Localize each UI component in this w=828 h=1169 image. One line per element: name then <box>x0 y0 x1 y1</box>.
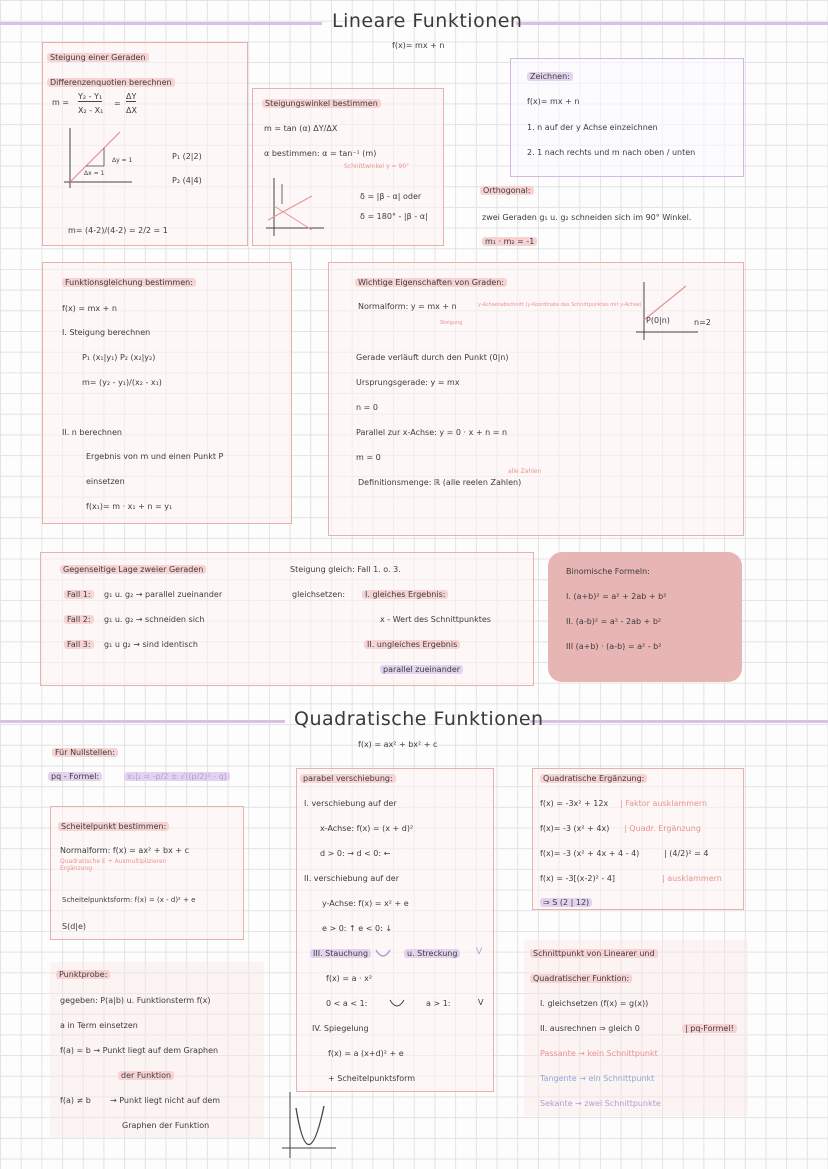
qe-line-4b: | ausklammern <box>662 874 722 883</box>
slope-point-2: P₂ (4|4) <box>172 176 202 185</box>
angle-graph <box>262 176 332 240</box>
parabola-line-9b: a > 1: <box>426 999 451 1008</box>
qe-line-4: f(x) = -3[(x-2)² - 4] <box>540 874 616 883</box>
mutual-case-1-text: g₁ u. g₂ → parallel zueinander <box>104 590 223 599</box>
func-line-3: P₁ (x₁|y₁) P₂ (x₂|y₂) <box>82 353 156 362</box>
ortho-line-2: m₁ · m₂ = -1 <box>482 237 537 246</box>
props-line-7: Definitionsmenge: ℝ (alle reelen Zahlen) <box>358 478 522 487</box>
mutual-right-1: Steigung gleich: Fall 1. o. 3. <box>290 565 401 574</box>
slope-calc: m= (4-2)/(4-2) = 2/2 = 1 <box>68 226 168 235</box>
mutual-right-3: x - Wert des Schnittpunktes <box>380 615 491 624</box>
slope-frac1-num: Y₂ - Y₁ <box>78 92 103 101</box>
ortho-heading: Orthogonal: <box>480 186 534 195</box>
quadratic-general-formula: f(x) = ax² + bx² + c <box>358 740 438 749</box>
mutual-right-2b: I. gleiches Ergebnis: <box>362 590 448 599</box>
props-line-5: Parallel zur x-Achse: y = 0 · x + n = n <box>356 428 508 437</box>
pointtest-line-7: Graphen der Funktion <box>122 1121 210 1130</box>
vertex-line-1: Normalform: f(x) = ax² + bx + c <box>60 846 190 855</box>
angle-delta-2: δ = 180° - |β - α| <box>360 212 428 221</box>
section-title-linear: Lineare Funktionen <box>332 10 523 32</box>
props-line-2: Gerade verläuft durch den Punkt (0|n) <box>356 353 509 362</box>
mutual-case-3: Fall 3: <box>64 640 94 649</box>
parabola-sketch <box>278 1090 338 1160</box>
parabola-line-3: d > 0: → d < 0: ← <box>320 849 391 858</box>
parabola-line-6: e > 0: ↑ e < 0: ↓ <box>322 924 393 933</box>
func-line-7: einsetzen <box>86 477 125 486</box>
props-graph <box>634 280 704 342</box>
mutual-right-5: parallel zueinander <box>380 665 463 674</box>
binom-heading: Binomische Formeln: <box>566 567 650 576</box>
qe-line-3b: | (4/2)² = 4 <box>664 849 709 858</box>
zeros-pq-formula: x₁|₂ = -p/2 ± √((p/2)² - q) <box>124 772 230 781</box>
pointtest-line-6: → Punkt liegt nicht auf dem <box>110 1096 221 1105</box>
ortho-line-1: zwei Geraden g₁ u. g₂ schneiden sich im 90° Winkel. <box>482 213 692 222</box>
zeros-pq-label: pq - Formel: <box>48 772 102 781</box>
props-line-3: Ursprungsgerade: y = mx <box>356 378 460 387</box>
parabola-line-1: I. verschiebung auf der <box>304 799 397 808</box>
parabola-line-7b: u. Streckung <box>404 949 460 958</box>
props-heading: Wichtige Eigenschaften von Graden: <box>355 278 507 287</box>
section-title-quadratic: Quadratische Funktionen <box>294 708 544 730</box>
mutual-case-2-text: g₁ u. g₂ → schneiden sich <box>104 615 205 624</box>
qe-line-2b: | Quadr. Ergänzung <box>624 824 701 833</box>
title-rule-left <box>0 22 322 25</box>
qe-line-5: ⇒ S (2 | 12) <box>540 898 592 907</box>
props-line-4: n = 0 <box>356 403 378 412</box>
parabola-line-12: + Scheitelpunktsform <box>328 1074 416 1083</box>
pointtest-line-3: f(a) = b → Punkt liegt auf dem Graphen <box>60 1046 219 1055</box>
func-line-2: I. Steigung berechnen <box>62 328 151 337</box>
qe-heading: Quadratische Ergänzung: <box>540 774 647 783</box>
func-line-4: m= (y₂ - y₁)/(x₂ - x₁) <box>82 378 162 387</box>
pointtest-line-4: der Funktion <box>118 1071 174 1080</box>
slope-eq: = <box>114 99 121 108</box>
qe-box <box>532 768 744 910</box>
pointtest-heading: Punktprobe: <box>56 970 110 979</box>
func-line-1: f(x) = mx + n <box>62 304 117 313</box>
binom-line-1: I. (a+b)² = a² + 2ab + b² <box>566 592 667 601</box>
binom-line-2: II. (a-b)² = a² - 2ab + b² <box>566 617 662 626</box>
slope-heading: Steigung einer Geraden <box>47 53 149 62</box>
mutual-right-2: gleichsetzen: <box>292 590 346 599</box>
parabola-line-2: x-Achse: f(x) = (x + d)² <box>320 824 414 833</box>
mutual-heading: Gegenseitige Lage zweier Geraden <box>60 565 206 574</box>
angle-line-1: m = tan (α) ΔY/ΔX <box>264 124 338 133</box>
func-line-6: Ergebnis von m und einen Punkt P <box>86 452 224 461</box>
angle-delta-1: δ = |β - α| oder <box>360 192 422 201</box>
qe-line-2: f(x)= -3 (x² + 4x) <box>540 824 610 833</box>
angle-heading: Steigungswinkel bestimmen <box>262 99 381 108</box>
inter-line-4: Tangente → ein Schnittpunkt <box>540 1074 655 1083</box>
inter-heading-1: Schnittpunkt von Linearer und <box>530 949 658 958</box>
mutual-right-4: II. ungleiches Ergebnis <box>364 640 460 649</box>
slope-frac2-num: ΔY <box>126 92 137 101</box>
inter-line-2b: | pq-Formel! <box>682 1024 737 1033</box>
draw-line-3: 2. 1 nach rechts und m nach oben / unten <box>527 148 696 157</box>
wide-parabola-icon <box>388 998 406 1008</box>
draw-line-2: 1. n auf der y Achse einzeichnen <box>527 123 658 132</box>
inter-line-3: Passante → kein Schnittpunkt <box>540 1049 658 1058</box>
slope-frac2-den: ΔX <box>126 106 137 115</box>
linear-general-formula: f(x)= mx + n <box>392 41 445 50</box>
draw-line-1: f(x)= mx + n <box>527 97 580 106</box>
angle-line-2: α bestimmen: α = tan⁻¹ (m) <box>264 149 377 158</box>
func-box <box>42 262 292 524</box>
props-note-3: alle Zahlen <box>508 468 542 475</box>
mutual-case-3-text: g₁ u g₂ → sind identisch <box>104 640 198 649</box>
props-graph-n: n=2 <box>694 318 711 327</box>
parabola-line-10: IV. Spiegelung <box>312 1024 369 1033</box>
compress-icon <box>374 948 392 958</box>
qe-line-3: f(x)= -3 (x² + 4x + 4 - 4) <box>540 849 640 858</box>
slope-frac1-den: X₂ - X₁ <box>78 106 104 115</box>
slope-dy: Δy = 1 <box>112 157 133 164</box>
props-line-1: Normalform: y = mx + n <box>358 302 457 311</box>
parabola-line-5: y-Achse: f(x) = x² + e <box>322 899 409 908</box>
props-graph-point: P(0|n) <box>646 316 670 325</box>
angle-note: Schnittwinkel γ = 90° <box>344 163 410 170</box>
pointtest-line-5: f(a) ≠ b <box>60 1096 91 1105</box>
pointtest-line-2: a in Term einsetzen <box>60 1021 138 1030</box>
draw-heading: Zeichnen: <box>527 72 573 81</box>
func-heading: Funktionsgleichung bestimmen: <box>62 278 196 287</box>
inter-line-2: II. ausrechnen ⇒ gleich 0 <box>540 1024 640 1033</box>
parabola-line-8: f(x) = a · x² <box>326 974 373 983</box>
slope-point-1: P₁ (2|2) <box>172 152 202 161</box>
vertex-line-3: S(d|e) <box>62 922 87 931</box>
pointtest-line-1: gegeben: P(a|b) u. Funktionsterm f(x) <box>60 996 211 1005</box>
slope-dx: Δx = 1 <box>84 170 105 177</box>
zeros-heading: Für Nullstellen: <box>52 748 118 757</box>
vertex-heading: Scheitelpunkt bestimmen: <box>58 822 169 831</box>
slope-subheading: Differenzenquotien berechnen <box>47 78 175 87</box>
func-line-5: II. n berechnen <box>62 428 122 437</box>
vertex-line-2: Scheitelpunktsform: f(x) = (x - d)² + e <box>62 896 196 904</box>
func-line-8: f(x₁)= m · x₁ + n = y₁ <box>86 502 173 511</box>
props-note-2: Steigung <box>440 320 463 326</box>
props-line-6: m = 0 <box>356 453 381 462</box>
vertex-note: Quadratische E + Ausmultiplizieren Ergänzung <box>60 858 167 872</box>
inter-heading-2: Quadratischer Funktion: <box>530 974 632 983</box>
title2-rule-left <box>0 720 285 723</box>
parabola-line-11: f(x) = a (x+d)² + e <box>328 1049 404 1058</box>
parabola-heading: parabel verschiebung: <box>300 774 396 783</box>
stretch-icon: V <box>476 947 483 957</box>
parabola-line-7: III. Stauchung <box>310 949 371 958</box>
props-note: y-Achsenabschnitt (y-Koordinate des Schnittpunktes mit y-Achse) <box>478 302 642 308</box>
binom-line-3: III (a+b) · (a-b) = a² - b² <box>566 642 662 651</box>
parabola-line-4: II. verschiebung auf der <box>304 874 399 883</box>
slope-m-eq: m = <box>52 98 70 107</box>
parabola-line-9: 0 < a < 1: <box>326 999 368 1008</box>
qe-line-1b: | Faktor ausklammern <box>620 799 708 808</box>
mutual-case-2: Fall 2: <box>64 615 94 624</box>
title-rule-right <box>516 22 828 25</box>
qe-line-1: f(x) = -3x² + 12x <box>540 799 609 808</box>
title2-rule-right <box>530 720 828 723</box>
inter-line-1: I. gleichsetzen (f(x) = g(x)) <box>540 999 649 1008</box>
inter-line-5: Sekante → zwei Schnittpunkte <box>540 1099 661 1108</box>
narrow-parabola-icon: V <box>478 998 484 1007</box>
mutual-case-1: Fall 1: <box>64 590 94 599</box>
